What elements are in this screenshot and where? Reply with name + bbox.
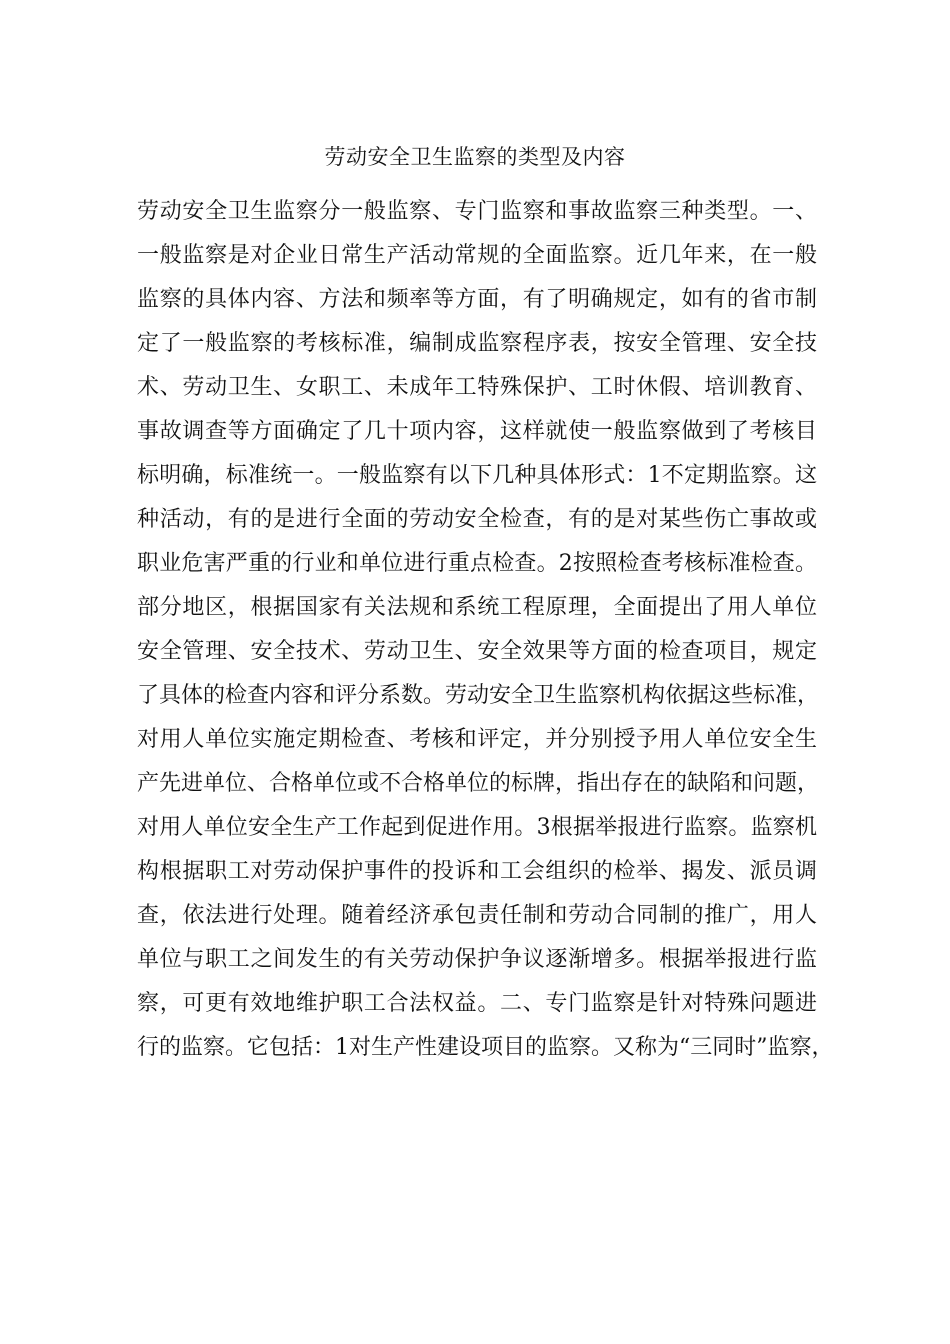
- text-line: 种活动，有的是进行全面的劳动安全检查，有的是对某些伤亡事故或: [137, 507, 817, 532]
- text-line: 一般监察是对企业日常生产活动常规的全面监察。近几年来，在一般: [137, 243, 817, 268]
- text-line: 劳动安全卫生监察分一般监察、专门监察和事故监察三种类型。一、: [137, 199, 817, 224]
- text-line: 安全管理、安全技术、劳动卫生、安全效果等方面的检查项目，规定: [137, 639, 817, 664]
- text-line: 对用人单位安全生产工作起到促进作用。3根据举报进行监察。监察机: [137, 815, 817, 840]
- text-line: 产先进单位、合格单位或不合格单位的标牌，指出存在的缺陷和问题，: [137, 771, 820, 796]
- text-line: 了具体的检查内容和评分系数。劳动安全卫生监察机构依据这些标准，: [137, 683, 820, 708]
- text-line: 定了一般监察的考核标准，编制成监察程序表，按安全管理、安全技: [137, 331, 817, 356]
- text-line: 构根据职工对劳动保护事件的投诉和工会组织的检举、揭发、派员调: [137, 859, 817, 884]
- text-line: 术、劳动卫生、女职工、未成年工特殊保护、工时休假、培训教育、: [137, 375, 817, 400]
- text-line: 部分地区，根据国家有关法规和系统工程原理，全面提出了用人单位: [137, 595, 817, 620]
- text-line: 事故调查等方面确定了几十项内容，这样就使一般监察做到了考核目: [137, 419, 817, 444]
- text-line: 单位与职工之间发生的有关劳动保护争议逐渐增多。根据举报进行监: [137, 947, 817, 972]
- text-line: 察，可更有效地维护职工合法权益。二、专门监察是针对特殊问题进: [137, 991, 817, 1016]
- text-line: 查，依法进行处理。随着经济承包责任制和劳动合同制的推广，用人: [137, 903, 817, 928]
- text-line: 行的监察。它包括：1对生产性建设项目的监察。又称为“三同时”监察，: [137, 1035, 834, 1060]
- text-line: 对用人单位实施定期检查、考核和评定，并分别授予用人单位安全生: [137, 727, 817, 752]
- document-title: 劳动安全卫生监察的类型及内容: [324, 145, 626, 169]
- text-line: 监察的具体内容、方法和频率等方面，有了明确规定，如有的省市制: [137, 287, 817, 312]
- document-body: [137, 190, 834, 1070]
- text-line: 标明确，标准统一。一般监察有以下几种具体形式：1不定期监察。这: [137, 463, 817, 488]
- text-line: 职业危害严重的行业和单位进行重点检查。2按照检查考核标准检查。: [137, 551, 817, 576]
